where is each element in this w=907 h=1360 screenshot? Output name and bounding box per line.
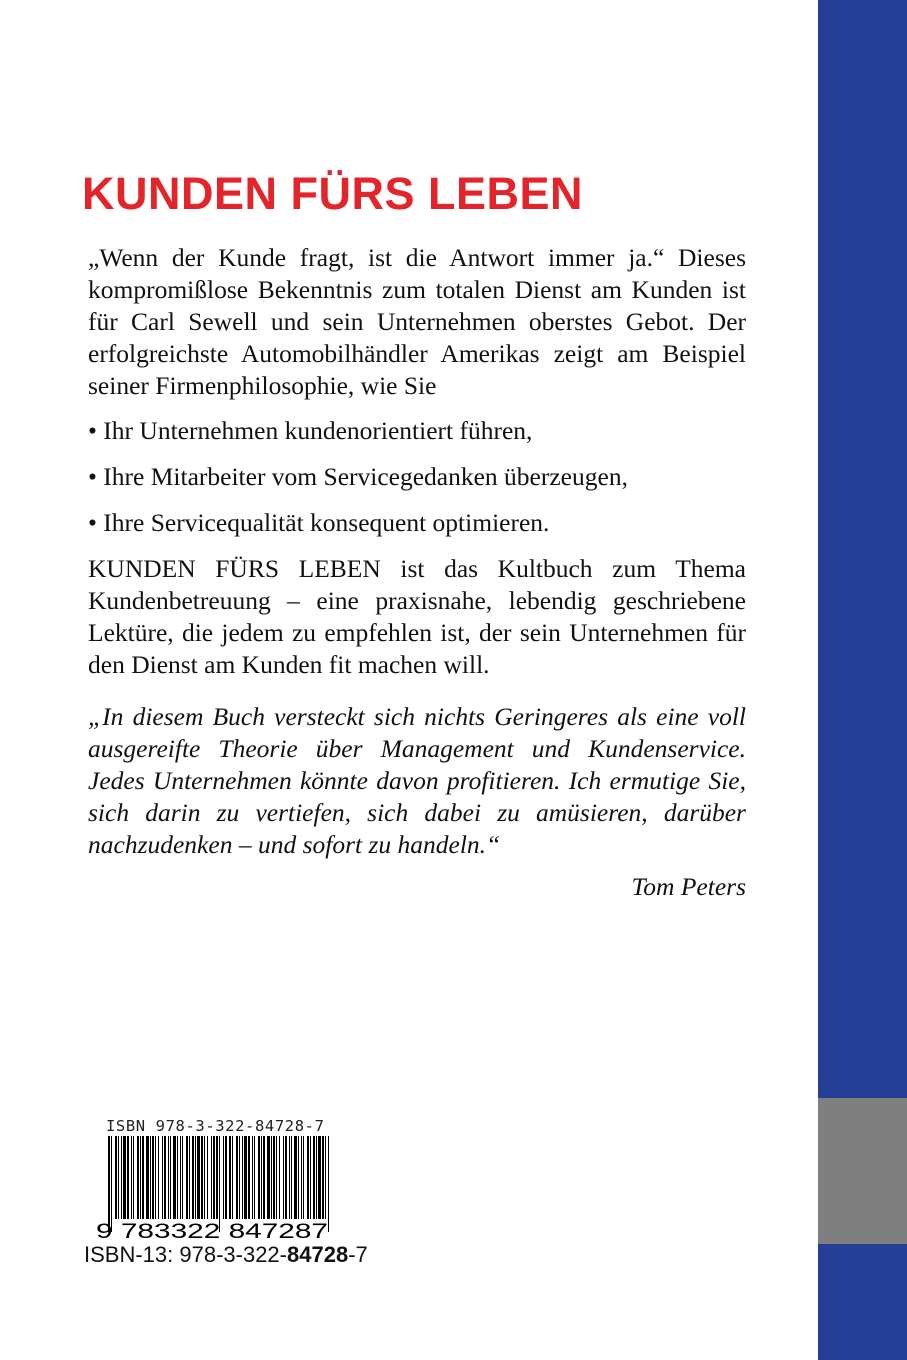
blurb-text bbox=[88, 242, 746, 903]
testimonial-quote: „In diesem Buch versteckt sich nichts Geringeres als eine voll ausgereifte Theorie über Management und Kundenservice. Jedes Unternehmen könnte davon profitieren. Ich ermutige Sie, sich darin zu vertiefen, sich dabei zu amüsieren, darüber nachzudenken – und sofort zu handeln.“ bbox=[88, 702, 746, 859]
isbn13-bold: 84728 bbox=[287, 1242, 349, 1267]
description-paragraph: KUNDEN FÜRS LEBEN ist das Kultbuch zum Thema Kundenbetreuung – eine praxisnahe, lebendig geschriebene Lektüre, die jedem zu empfehlen ist, der sein Unternehmen für den Dienst am Kunden fit machen will. bbox=[88, 554, 746, 679]
quote-author: Tom Peters bbox=[631, 872, 746, 901]
barcode-digits: 9 783322 847287 bbox=[96, 1220, 328, 1240]
isbn13-line bbox=[84, 1242, 368, 1268]
benefit-list bbox=[88, 415, 746, 539]
ean-barcode bbox=[96, 1136, 336, 1240]
intro-paragraph: „Wenn der Kunde fragt, ist die Antwort immer ja.“ Dieses kompromißlose Bekenntnis zum totalen Dienst am Kunden ist für Carl Sewell und sein Unternehmen oberstes Gebot. Der erfolgreichste Automobilhändler Amerikas zeigt am Beispiel seiner Firmenphilosophie, wie Sie bbox=[88, 243, 746, 400]
isbn-label: ISBN 978-3-322-84728-7 bbox=[106, 1117, 325, 1135]
isbn13-prefix: ISBN-13: 978-3-322- bbox=[84, 1242, 287, 1267]
isbn13-suffix: -7 bbox=[348, 1242, 368, 1267]
benefit-item: • Ihr Unternehmen kundenorientiert führen, bbox=[88, 416, 533, 445]
benefit-item: • Ihre Mitarbeiter vom Servicegedanken überzeugen, bbox=[88, 462, 628, 491]
book-title: KUNDEN FÜRS LEBEN bbox=[82, 168, 584, 219]
spine-gray-band bbox=[818, 1098, 907, 1244]
benefit-item: • Ihre Servicequalität konsequent optimieren. bbox=[88, 508, 550, 537]
